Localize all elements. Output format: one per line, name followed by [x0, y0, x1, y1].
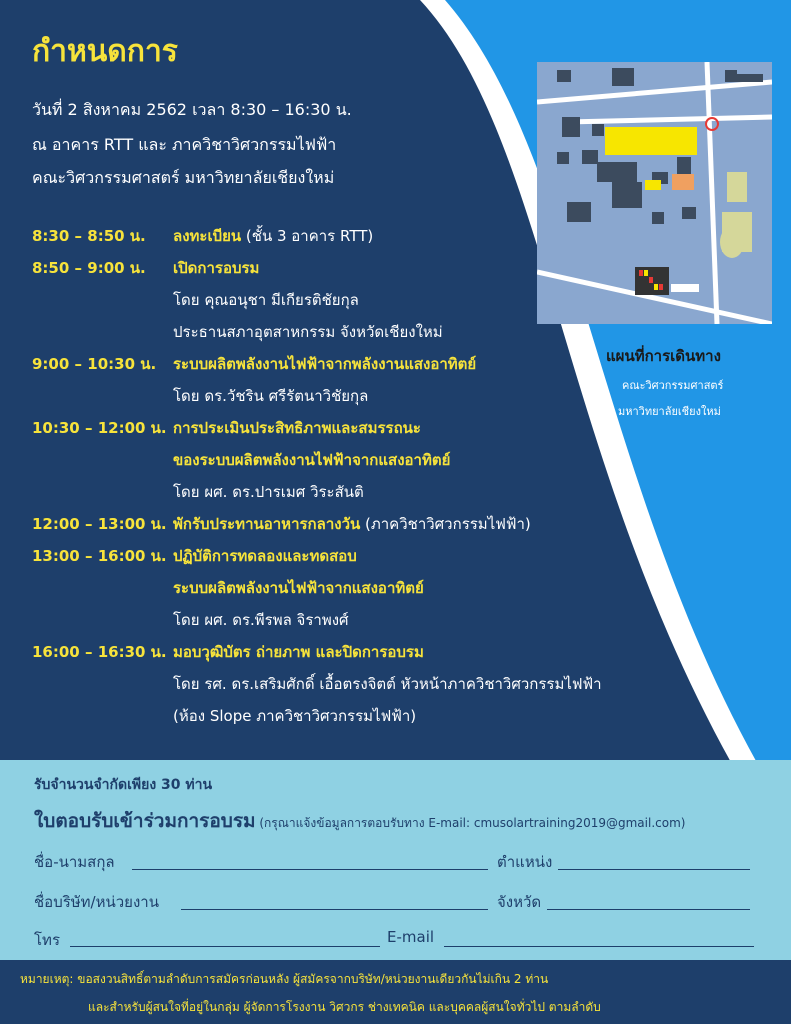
footer-line-1: หมายเหตุ: ขอสงวนสิทธิ์ตามลำดับการสมัครก่อนหลัง ผู้สมัครจากบริษัท/หน่วยงานเดียวกันไม่เกิน 2 ท่าน — [20, 972, 549, 986]
schedule-text — [173, 512, 531, 536]
province-field[interactable] — [547, 909, 750, 910]
schedule-topic: ปฏิบัติการทดลองและทดสอบ — [173, 547, 357, 565]
schedule-text — [173, 576, 424, 600]
schedule-topic: ของระบบผลิตพลังงานไฟฟ้าจากแสงอาทิตย์ — [173, 451, 451, 469]
position-field[interactable] — [558, 869, 750, 870]
schedule-topic: การประเมินประสิทธิภาพและสมรรถนะ — [173, 419, 421, 437]
position-label: ตำแหน่ง — [497, 853, 553, 871]
schedule-item-line — [32, 444, 652, 476]
schedule-item-line — [32, 476, 652, 508]
phone-field[interactable] — [70, 946, 380, 947]
schedule-text — [173, 352, 476, 376]
map-subtitle-university: มหาวิทยาลัยเชียงใหม่ — [618, 405, 721, 418]
faculty-line: คณะวิศวกรรมศาสตร์ มหาวิทยาลัยเชียงใหม่ — [32, 168, 335, 187]
name-field[interactable] — [132, 869, 488, 870]
map-subtitle-faculty: คณะวิศวกรรมศาสตร์ — [622, 379, 724, 392]
schedule-time: 13:00 – 16:00 น. — [32, 547, 167, 565]
location-map — [537, 62, 772, 324]
schedule-item-line — [32, 572, 652, 604]
date-time-line: วันที่ 2 สิงหาคม 2562 เวลา 8:30 – 16:30 น. — [32, 100, 352, 119]
schedule-text — [173, 320, 443, 344]
schedule-text — [173, 256, 259, 280]
schedule-item-line — [32, 380, 652, 412]
schedule-text — [173, 416, 421, 440]
schedule-item — [32, 508, 652, 540]
form-title-text: ใบตอบรับเข้าร่วมการอบรม — [34, 810, 256, 832]
schedule-text — [173, 544, 357, 568]
schedule-text — [173, 224, 373, 248]
schedule-topic: ระบบผลิตพลังงานไฟฟ้าจากแสงอาทิตย์ — [173, 579, 424, 597]
schedule-detail: (ภาควิชาวิศวกรรมไฟฟ้า) — [360, 515, 531, 533]
schedule-item — [32, 540, 652, 572]
schedule-text — [173, 288, 359, 312]
phone-label: โทร — [34, 931, 61, 949]
schedule-text — [173, 480, 364, 504]
schedule-time: 12:00 – 13:00 น. — [32, 515, 167, 533]
schedule-time: 9:00 – 10:30 น. — [32, 355, 157, 373]
schedule-text — [173, 608, 349, 632]
name-label: ชื่อ-นามสกุล — [34, 853, 115, 871]
form-title — [34, 806, 685, 836]
schedule-item — [32, 348, 652, 380]
map-title: แผนที่การเดินทาง — [606, 347, 721, 365]
schedule-detail: (ห้อง Slope ภาควิชาวิศวกรรมไฟฟ้า) — [173, 707, 417, 725]
page-title: กำหนดการ — [32, 34, 178, 69]
schedule-time: 8:50 – 9:00 น. — [32, 259, 146, 277]
schedule-topic: ระบบผลิตพลังงานไฟฟ้าจากพลังงานแสงอาทิตย์ — [173, 355, 477, 373]
schedule-time: 8:30 – 8:50 น. — [32, 227, 146, 245]
company-label: ชื่อบริษัท/หน่วยงาน — [34, 893, 159, 911]
schedule-time: 16:00 – 16:30 น. — [32, 643, 167, 661]
email-label: E-mail — [387, 928, 435, 946]
schedule-item — [32, 636, 652, 668]
email-field[interactable] — [444, 946, 754, 947]
footer-note — [0, 960, 791, 1024]
schedule-detail: โดย ผศ. ดร.ปารเมศ วิระสันติ — [173, 483, 364, 501]
schedule-detail: โดย ผศ. ดร.พีรพล จิราพงศ์ — [173, 611, 349, 629]
schedule-detail: ประธานสภาอุตสาหกรรม จังหวัดเชียงใหม่ — [173, 323, 443, 341]
schedule-item — [32, 412, 652, 444]
schedule-topic: พักรับประทานอาหารกลางวัน — [173, 515, 361, 533]
schedule-text — [173, 448, 450, 472]
schedule-text — [173, 384, 368, 408]
company-field[interactable] — [181, 909, 488, 910]
schedule-time: 10:30 – 12:00 น. — [32, 419, 167, 437]
form-email-note: (กรุณาแจ้งข้อมูลการตอบรับทาง E-mail: cmusolartraining2019@gmail.com) — [255, 816, 686, 830]
schedule-text — [173, 672, 602, 696]
schedule-detail: โดย รศ. ดร.เสริมศักดิ์ เอื้อตรงจิตต์ หัวหน้าภาควิชาวิศวกรรมไฟฟ้า — [173, 675, 602, 693]
schedule-item-line — [32, 604, 652, 636]
registration-form — [0, 760, 791, 960]
schedule-detail: โดย คุณอนุชา มีเกียรติชัยกุล — [173, 291, 359, 309]
schedule-topic: มอบวุฒิบัตร ถ่ายภาพ และปิดการอบรม — [173, 643, 424, 661]
schedule-topic: เปิดการอบรม — [173, 259, 260, 277]
schedule-detail: (ชั้น 3 อาคาร RTT) — [241, 227, 374, 245]
schedule-item-line — [32, 700, 652, 732]
schedule-text — [173, 704, 416, 728]
schedule-text — [173, 640, 424, 664]
province-label: จังหวัด — [497, 893, 542, 911]
schedule-topic: ลงทะเบียน — [173, 227, 242, 245]
schedule-item-line — [32, 668, 652, 700]
seat-limit-text: รับจำนวนจำกัดเพียง 30 ท่าน — [34, 777, 213, 793]
venue-line: ณ อาคาร RTT และ ภาควิชาวิศวกรรมไฟฟ้า — [32, 135, 337, 154]
footer-line-2: และสำหรับผู้สนใจที่อยู่ในกลุ่ม ผู้จัดการโรงงาน วิศวกร ช่างเทคนิค และบุคคลผู้สนใจทั่วไป ตามลำดับ — [88, 1000, 601, 1014]
schedule-detail: โดย ดร.วัชริน ศรีรัตนาวิชัยกุล — [173, 387, 369, 405]
